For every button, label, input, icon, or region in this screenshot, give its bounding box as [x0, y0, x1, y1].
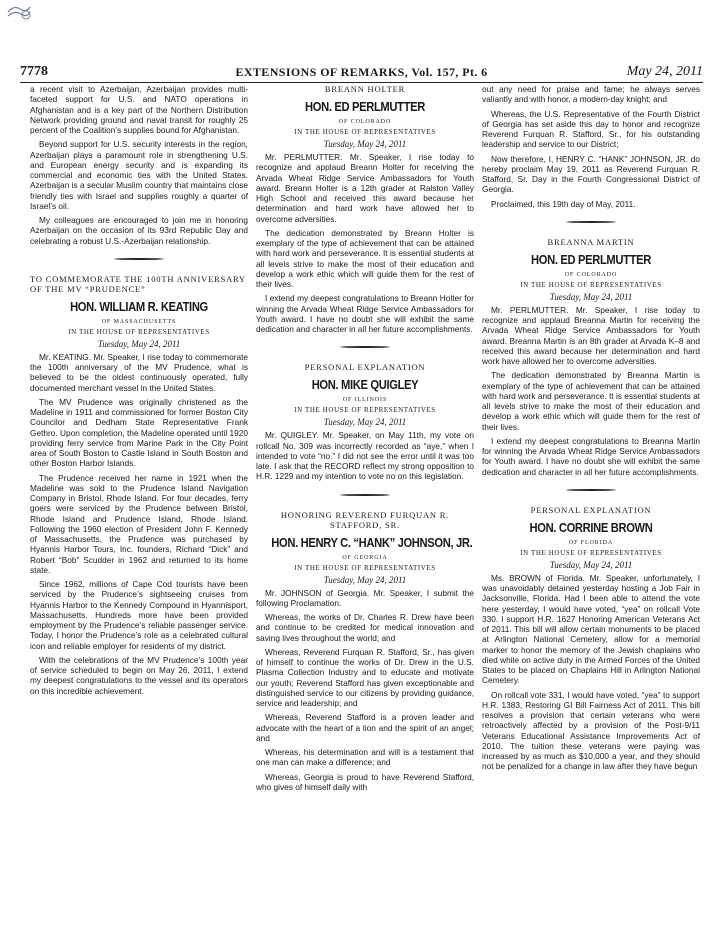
- section-date: Tuesday, May 24, 2011: [549, 291, 633, 302]
- member-state: OF MASSACHUSETTS: [101, 318, 177, 325]
- member-name: HON. HENRY C. “HANK” JOHNSON, JR.: [271, 534, 473, 550]
- paragraph: Whereas, the works of Dr. Charles R. Drew have been and continue to be credited for medical innovation and saving lives throughout the world; and: [256, 612, 474, 643]
- member-state: OF GEORGIA: [342, 554, 388, 561]
- paragraph: The dedication demonstrated by Breanna Martin is exemplary of the type of achievement that can be attained with hard work and perseverance. It is essential students at all levels strive to make the most of their education and develop a work ethic which will guide them for the rest of their lives.: [482, 370, 700, 432]
- paragraph: Beyond support for U.S. security interests in the region, Azerbaijan plays a paramount role in strengthening U.S. and European energy security and is expanding its commercial and economic ties with the United States. Azerbaijan is a secular Muslim country that maintains close friendly ties with Israel and supplies roughly a quarter of Israel’s oil.: [30, 139, 248, 211]
- paragraph: With the celebrations of the MV Prudence’s 100th year of service scheduled to begin on May 26, 2011, I extend my deepest congratulations to the vessel and its operators on this incredible achievement.: [30, 654, 248, 696]
- member-state: OF ILLINOIS: [342, 397, 388, 404]
- paragraph: Mr. PERLMUTTER. Mr. Speaker, I rise today to recognize and applaud Breanna Martin for receiving the Arvada Wheat Ridge Service Ambassadors for Youth award. Breanna Martin is an 8th grader at Arvada K–8 and received this award because her determination and hard work have allowed her to overcome adversities.: [482, 304, 700, 366]
- header-rule: [20, 82, 703, 83]
- paragraph: Whereas, his determination and will is a testament that one man can make a difference; and: [256, 747, 474, 768]
- header-date: May 24, 2011: [626, 64, 703, 79]
- member-state: OF FLORIDA: [568, 539, 614, 546]
- paragraph: a recent visit to Azerbaijan, Azerbaijan provides multi-faceted support for U.S. and NATO operations in Afghanistan and is a key part of the Northern Distribution Network providing ground and naval transit for roughly 25 percent of the Coalition’s supplies bound for Afghanistan.: [30, 84, 248, 135]
- paragraph: out any need for praise and fame; he always serves valiantly and with honor, a modern-day knight; and: [482, 84, 700, 105]
- section-title: PERSONAL EXPLANATION: [304, 362, 426, 373]
- paragraph: Mr. QUIGLEY. Mr. Speaker, on May 11th, my vote on rollcall No. 309 was incorrectly recorded as “aye,” when I intended to vote “no.” I did not see the error until it was too late. I ask that the RECORD reflect my strong opposition to H.R. 1229 and my intention to vote no on this legislation.: [256, 430, 474, 482]
- section-title: BREANNA MARTIN: [547, 236, 635, 247]
- chamber-line: IN THE HOUSE OF REPRESENTATIVES: [294, 406, 436, 415]
- paragraph: Since 1962, millions of Cape Cod tourists have been serviced by the Prudence’s sightseeing cruises from Hyannis Harbor to the Kennedy Compound in Hyannisport, Massachusetts. Hundreds more have been provided employment by the Prudence’s reliable passenger service. Today, I honor the Prudence’s role as a celebrated cultural icon and reliable employer for residents of my district.: [30, 579, 248, 651]
- section-divider: [256, 342, 474, 352]
- section-date: Tuesday, May 24, 2011: [323, 574, 407, 585]
- member-name: HON. ED PERLMUTTER: [305, 99, 425, 114]
- paragraph: Proclaimed, this 19th day of May, 2011.: [491, 198, 636, 209]
- section-date: Tuesday, May 24, 2011: [323, 139, 407, 149]
- paragraph: The MV Prudence was originally christened as the Madeline in 1911 and commissioned for former Boston City Councilor and Dedham State Representative Frank Gethro. Upon completion, the Madeline operated until 1920 providing ferry service from Marine Park in the City Point area of South Boston to Castle Island in South Boston and other Boston Harbor Islands.: [30, 396, 248, 469]
- page-number: 7778: [20, 64, 48, 79]
- running-head: EXTENSIONS OF REMARKS, Vol. 157, Pt. 6: [235, 65, 488, 79]
- chamber-line: IN THE HOUSE OF REPRESENTATIVES: [520, 280, 662, 289]
- gpo-logo-icon: [6, 3, 32, 21]
- paragraph: My colleagues are encouraged to join me in honoring Azerbaijan on the occasion of its 93rd Republic Day and celebrating a robust U.S.-Azerbaijan relationship.: [30, 215, 248, 246]
- chamber-line: IN THE HOUSE OF REPRESENTATIVES: [294, 563, 436, 572]
- section-title: BREANN HOLTER: [324, 84, 406, 94]
- paragraph: I extend my deepest congratulations to Breann Holter for winning the Arvada Wheat Ridge Service Ambassadors for Youth award. I have no doubt she will exhibit the same dedication and character in all her future accomplishments.: [256, 293, 474, 334]
- section-divider: [30, 254, 248, 264]
- column-1: [30, 84, 248, 700]
- member-state: OF COLORADO: [564, 271, 618, 278]
- paragraph: Whereas, the U.S. Representative of the Fourth District of Georgia has set aside this day to honor and recognize Reverend Furquan R. Stafford, Sr., for his outstanding leadership and service to our District;: [482, 108, 700, 150]
- member-state: OF COLORADO: [338, 119, 392, 125]
- chamber-line: IN THE HOUSE OF REPRESENTATIVES: [294, 128, 436, 136]
- section-title: TO COMMEMORATE THE 100TH ANNIVERSARY OF THE MV “PRUDENCE”: [30, 273, 246, 294]
- paragraph: Whereas, Reverend Furquan R. Stafford, Sr., has given of himself to continue the works of Dr. Drew in the U.S. Plasma Collection Industry and to educate and motivate our youth; Reverend Stafford has given exceptionable and distinguished service to our citizens by providing guidance, service and leadership; and: [256, 646, 474, 708]
- section-title: PERSONAL EXPLANATION: [530, 504, 652, 515]
- paragraph: Now therefore, I, HENRY C. “HANK” JOHNSON, JR. do hereby proclaim May 19, 2011 as Reverend Furquan R. Stafford, Sr. Day in the Fourth Congressional District of Georgia.: [482, 153, 700, 195]
- paragraph: Whereas, Georgia is proud to have Reverend Stafford, who gives of himself daily with: [256, 771, 474, 792]
- paragraph: On rollcall vote 331, I would have voted, “yea” to support H.R. 1383, Restoring GI Bill Fairness Act of 2011. This bill resolves a provision that certain veterans who were retroactively affected by a provision of the Post-9/11 Veterans Educational Assistance Improvements Act of 2010. The tuition these veterans were paying was increased by as much as $10,000 a year, and they should not be penalized for a change in law after they have begun: [482, 689, 700, 772]
- member-name: HON. WILLIAM R. KEATING: [70, 298, 208, 314]
- section-date: Tuesday, May 24, 2011: [549, 559, 633, 570]
- paragraph: The Prudence received her name in 1921 when the Madeline was sold to the Prudence Island Navigation Company in Bristol, Rhode Island. For four decades, ferry goers were serviced by the Prudence between Bristol, Rhode Island and Prudence Island, Rhode Island. Following the 1960 election of President John F. Kennedy of Massachusetts, the Prudence was purchased by Hyannis Harbor Tours, Inc. founders, Richard “Dick” and Robert “Bob” Scudder in 1962 and returned to its home state.: [30, 472, 248, 575]
- section-date: Tuesday, May 24, 2011: [97, 338, 181, 349]
- paragraph: Mr. PERLMUTTER. Mr. Speaker, I rise today to recognize and applaud Breann Holter for receiving the Arvada Wheat Ridge Service Ambassadors for Youth award. Breann Holter is a 12th grader at Ralston Valley High School and received this award because her determination and hard work have allowed her to overcome adversities.: [256, 152, 474, 224]
- member-name: HON. ED PERLMUTTER: [531, 251, 651, 267]
- paragraph: Whereas, Reverend Stafford is a proven leader and advocate with the heart of a lion and the spirit of an angel; and: [256, 712, 474, 743]
- section-date: Tuesday, May 24, 2011: [323, 417, 407, 428]
- member-name: HON. MIKE QUIGLEY: [311, 377, 419, 393]
- paragraph: Mr. KEATING. Mr. Speaker, I rise today to commemorate the 100th anniversary of the MV Prudence, what is believed to be the oldest continuously operated, fully documented merchant vessel in the United States.: [30, 351, 248, 393]
- member-name: HON. CORRINE BROWN: [529, 519, 653, 535]
- section-divider: [256, 490, 474, 500]
- section-divider: [482, 217, 700, 227]
- section-divider: [482, 485, 700, 495]
- column-2: [256, 84, 474, 796]
- paragraph: I extend my deepest congratulations to Breanna Martin for winning the Arvada Wheat Ridge Service Ambassadors for Youth award. I have no doubt she will exhibit the same dedication and character in all her future accomplishments.: [482, 435, 700, 477]
- column-3: [482, 84, 700, 776]
- paragraph: Ms. BROWN of Florida. Mr. Speaker, unfortunately, I was unavoidably detained yesterday hosting a Job Fair in Jacksonville, Florida. Had I been able to attend the vote here yesterday, I would have voted, “yea” on rollcall Vote 330. I support H.R. 1627 Honoring American Veterans Act of 2011. This bill will allow certain monuments to be placed at Arlington National Cemetery, allow for a memorial marker to honor the memory of the Jewish chaplains who died while on active duty in the Armed Forces of the United States to be placed on Chaplains Hill in Arlington National Cemetery.: [482, 572, 700, 686]
- chamber-line: IN THE HOUSE OF REPRESENTATIVES: [520, 548, 662, 557]
- page-header: [20, 64, 703, 80]
- paragraph: The dedication demonstrated by Breann Holter is exemplary of the type of achievement that can be attained with hard work and perseverance. It is essential students at all levels strive to make the most of their education and develop a work ethic which will guide them for the rest of their lives.: [256, 227, 474, 289]
- section-title: HONORING REVEREND FURQUAN R. STAFFORD, SR.: [280, 509, 450, 530]
- chamber-line: IN THE HOUSE OF REPRESENTATIVES: [68, 327, 210, 336]
- paragraph: Mr. JOHNSON of Georgia. Mr. Speaker, I submit the following Proclamation.: [256, 587, 474, 608]
